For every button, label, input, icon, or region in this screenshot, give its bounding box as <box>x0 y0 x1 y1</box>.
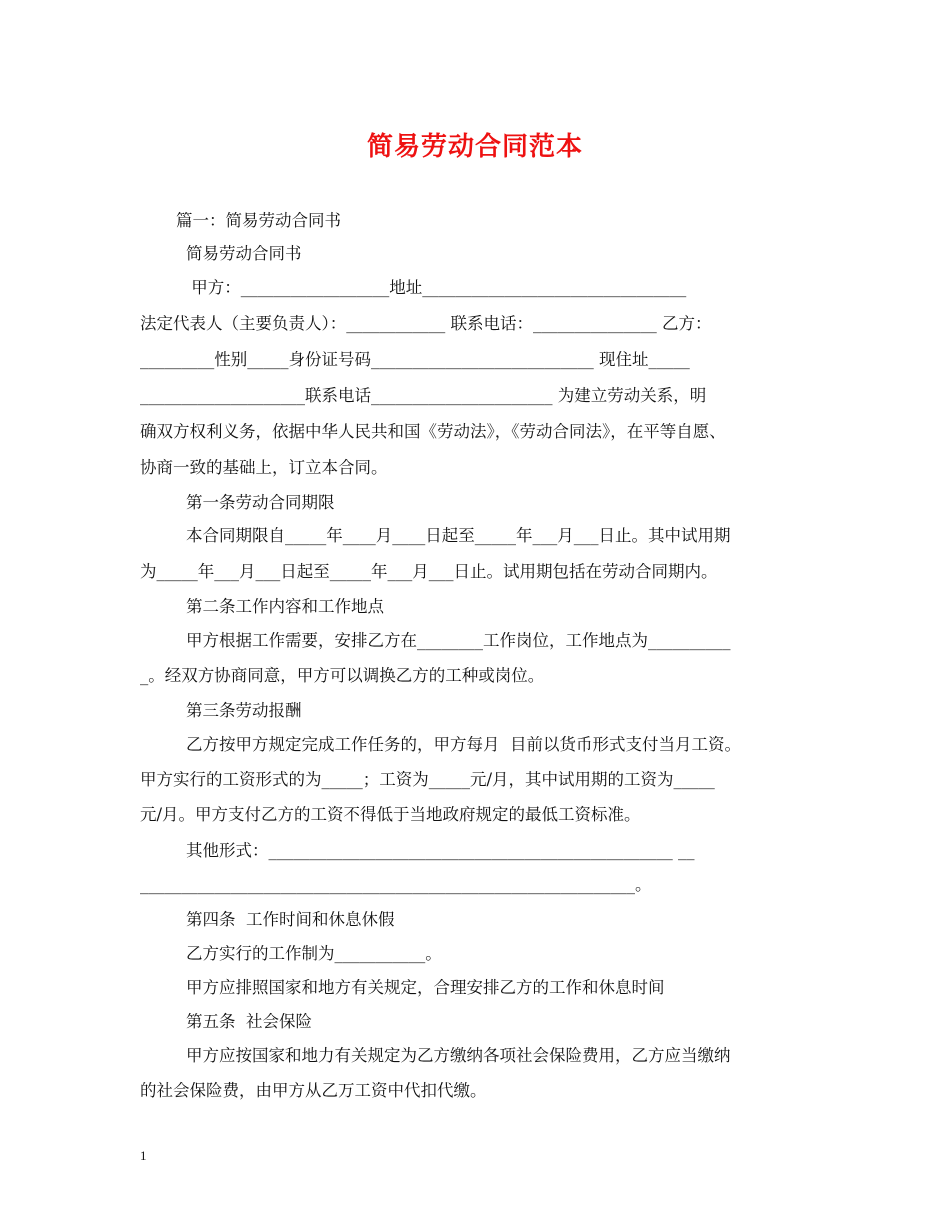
text-line: ____________________联系电话______________________ 为建立劳动关系，明 <box>140 386 707 405</box>
section-heading: 第一条劳动合同期限 <box>186 493 335 512</box>
text-line: 为_____年___月___日起至_____年___月___日止。试用期包括在劳动合同期内。 <box>140 562 718 581</box>
section-heading: 第四条 工作时间和休息休假 <box>186 910 395 929</box>
section-heading: 第三条劳动报酬 <box>186 701 302 720</box>
text-line: 篇一：简易劳动合同书 <box>176 211 341 230</box>
section-heading: 第二条工作内容和工作地点 <box>186 597 384 616</box>
text-line: 甲方实行的工资形式的为_____；工资为_____元/月，其中试用期的工资为_____ <box>140 770 715 789</box>
text-line: _________性别_____身份证号码___________________________ 现住址_____ <box>140 350 690 369</box>
text-line: 甲方应排照国家和地方有关规定，合理安排乙方的工作和休息时间 <box>186 978 665 997</box>
text-line: 甲方：__________________地址________________________________ <box>186 278 687 297</box>
section-heading: 第五条 社会保险 <box>186 1012 312 1031</box>
text-line: 的社会保险费，由甲方从乙万工资中代扣代缴。 <box>140 1081 487 1100</box>
text-line: 元/月。甲方支付乙方的工资不得低于当地政府规定的最低工资标准。 <box>140 805 641 824</box>
page-number: 1 <box>140 1148 147 1163</box>
text-line: 简易劳动合同书 <box>186 244 302 263</box>
text-line: 其他形式：_________________________________________________ __ <box>186 841 695 860</box>
document-title: 简易劳动合同范本 <box>366 132 583 162</box>
text-line: 法定代表人（主要负责人）：____________ 联系电话：_______________ 乙方： <box>140 314 712 333</box>
text-line: 确双方权利义务，依据中华人民共和国《劳动法》，《劳动合同法》，在平等自愿、 <box>140 422 726 441</box>
text-line: _。经双方协商同意，甲方可以调换乙方的工种或岗位。 <box>140 666 545 685</box>
text-line: 乙方实行的工作制为___________。 <box>186 944 442 963</box>
text-line: 本合同期限自_____年____月____日起至_____年___月___日止。其中试用期 <box>186 526 731 545</box>
text-line: 甲方应按国家和地力有关规定为乙方缴纳各项社会保险费用，乙方应当缴纳 <box>186 1046 731 1065</box>
text-line: 甲方根据工作需要，安排乙方在________工作岗位，工作地点为__________ <box>186 631 731 650</box>
text-line: 协商一致的基础上，订立本合同。 <box>140 458 388 477</box>
text-line: ____________________________________________________________。 <box>140 875 652 894</box>
text-line: 乙方按甲方规定完成工作任务的，甲方每月 目前以货币形式支付当月工资。 <box>186 735 741 754</box>
